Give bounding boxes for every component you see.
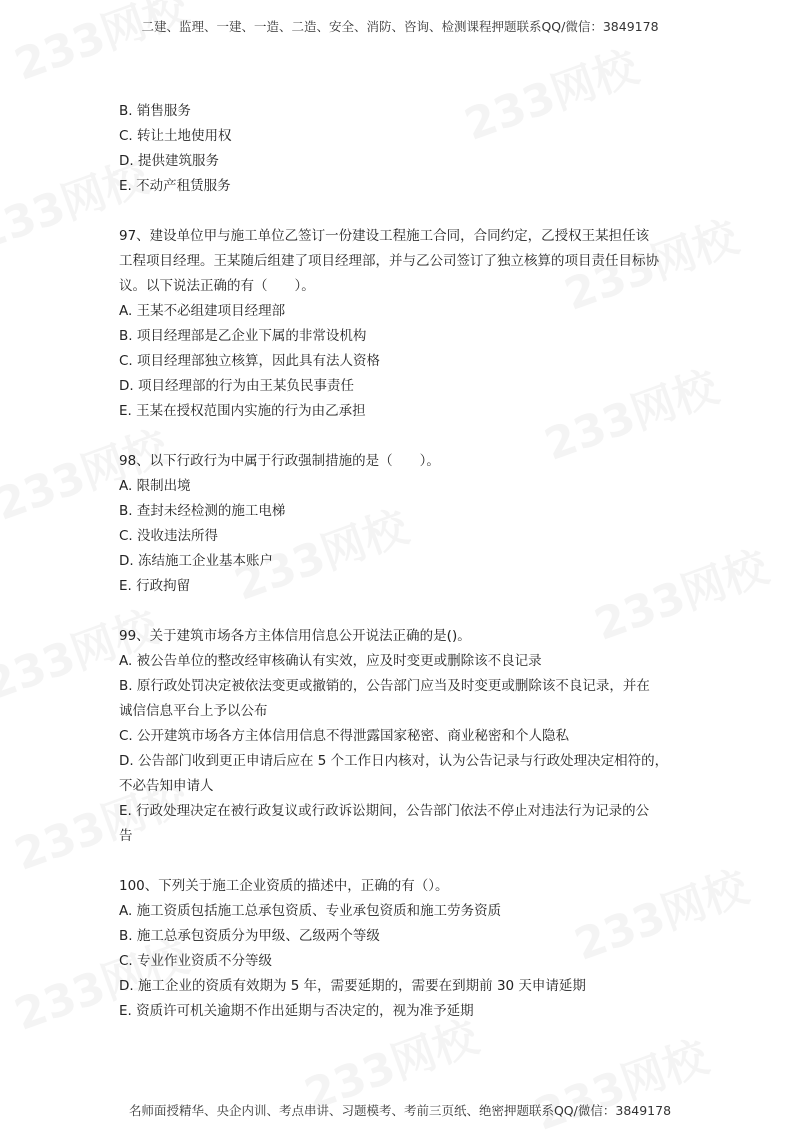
option-line: 告: [119, 828, 133, 844]
option-line: D. 项目经理部的行为由王某负民事责任: [119, 378, 354, 394]
option-line: C. 公开建筑市场各方主体信用信息不得泄露国家秘密、商业秘密和个人隐私: [119, 728, 570, 744]
option-line: B. 查封未经检测的施工电梯: [119, 503, 286, 519]
option-line: 不必告知申请人: [119, 778, 214, 794]
option-line: A. 王某不必组建项目经理部: [119, 303, 286, 319]
question-99: [119, 624, 689, 849]
option-line: C. 没收违法所得: [119, 528, 219, 544]
question-98: [119, 449, 689, 599]
option-line: B. 原行政处罚决定被依法变更或撤销的，公告部门应当及时变更或删除该不良记录，并在: [119, 678, 650, 694]
page-content: [119, 99, 689, 1049]
option-line: B. 销售服务: [119, 103, 191, 119]
option-line: D. 冻结施工企业基本账户: [119, 553, 273, 569]
question-100: [119, 874, 689, 1024]
option-line: E. 不动产租赁服务: [119, 178, 231, 194]
option-line: D. 提供建筑服务: [119, 153, 219, 169]
page-footer: 名师面授精华、央企内训、考点串讲、习题模考、考前三页纸、绝密押题联系QQ/微信：3849178: [128, 1103, 672, 1118]
option-line: B. 施工总承包资质分为甲级、乙级两个等级: [119, 928, 380, 944]
option-line: E. 王某在授权范围内实施的行为由乙承担: [119, 403, 366, 419]
question-stem: 97、建设单位甲与施工单位乙签订一份建设工程施工合同，合同约定，乙授权王某担任该: [119, 228, 650, 244]
option-line: C. 专业作业资质不分等级: [119, 953, 273, 969]
option-line: E. 资质许可机关逾期不作出延期与否决定的，视为准予延期: [119, 1003, 474, 1019]
question-stem: 98、以下行政行为中属于行政强制措施的是（ ）。: [119, 453, 440, 469]
option-line: A. 施工资质包括施工总承包资质、专业承包资质和施工劳务资质: [119, 903, 502, 919]
carryover-options: [119, 99, 689, 199]
question-stem: 99、关于建筑市场各方主体信用信息公开说法正确的是()。: [119, 628, 471, 644]
option-line: E. 行政处理决定在被行政复议或行政诉讼期间，公告部门依法不停止对违法行为记录的公: [119, 803, 650, 819]
watermark: [4, 0, 195, 93]
question-stem: 100、下列关于施工企业资质的描述中，正确的有（）。: [119, 878, 449, 894]
option-line: A. 限制出境: [119, 478, 191, 494]
question-stem: 工程项目经理。王某随后组建了项目经理部，并与乙公司签订了独立核算的项目责任目标协: [119, 253, 659, 269]
option-line: A. 被公告单位的整改经审核确认有实效，应及时变更或删除该不良记录: [119, 653, 542, 669]
option-line: 诚信信息平台上予以公布: [119, 703, 268, 719]
option-line: B. 项目经理部是乙企业下属的非常设机构: [119, 328, 367, 344]
option-line: E. 行政拘留: [119, 578, 191, 594]
option-line: C. 转让土地使用权: [119, 128, 232, 144]
page-header: 二建、监理、一建、一造、二造、安全、消防、咨询、检测课程押题联系QQ/微信：3849178: [141, 19, 659, 34]
option-line: C. 项目经理部独立核算，因此具有法人资格: [119, 353, 381, 369]
question-97: [119, 224, 689, 424]
question-stem: 议。以下说法正确的有（ ）。: [119, 278, 315, 294]
option-line: D. 施工企业的资质有效期为 5 年，需要延期的，需要在到期前 30 天申请延期: [119, 978, 586, 994]
option-line: D. 公告部门收到更正申请后应在 5 个工作日内核对，认为公告记录与行政处理决定相符的，: [119, 753, 669, 769]
